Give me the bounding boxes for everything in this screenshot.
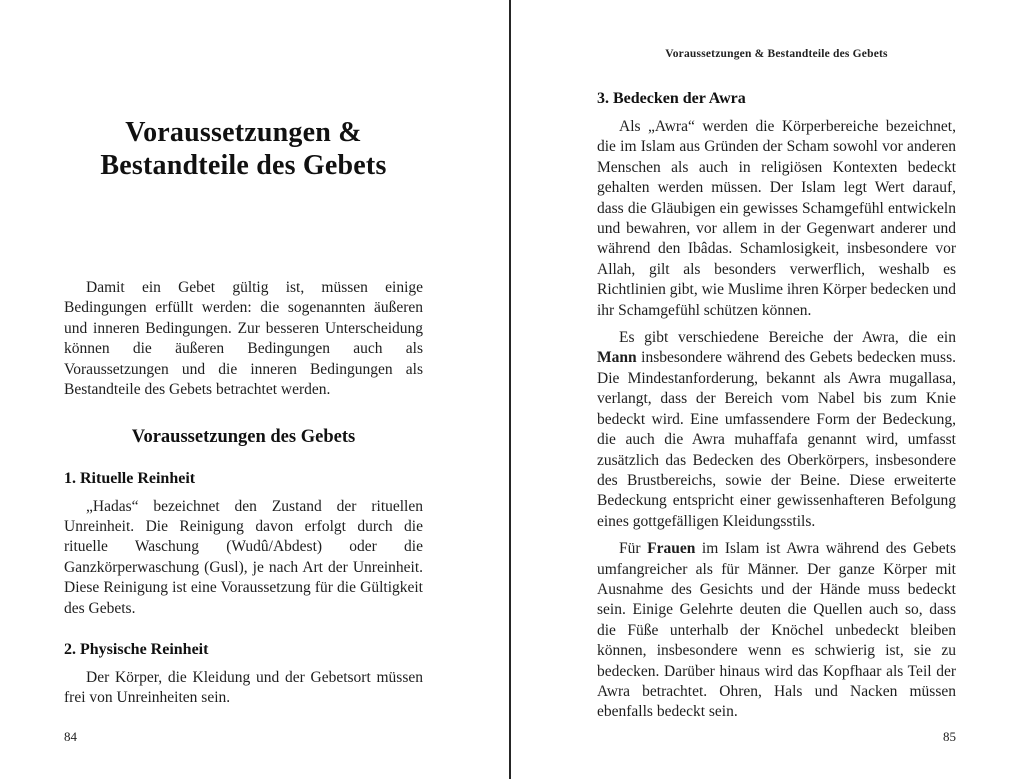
- running-header: Voraussetzungen & Bestandteile des Gebets: [665, 48, 888, 60]
- page-right: [511, 0, 1020, 779]
- bold-term: Frauen: [647, 540, 696, 558]
- chapter-title-line-1: Voraussetzungen &: [125, 117, 362, 148]
- text-segment: Für: [619, 540, 648, 558]
- text-segment: Es gibt verschiedene Bereiche der Awra, die ein: [619, 329, 956, 347]
- page-number-left: 84: [64, 729, 77, 744]
- paragraph-awra-mann: [597, 328, 956, 532]
- subheading-bedecken-der-awra: 3. Bedecken der Awra: [597, 90, 746, 107]
- paragraph-rituelle-reinheit: „Hadas“ bezeichnet den Zustand der rituellen Unreinheit. Die Reinigung davon erfolgt durch die rituelle Waschung (Wudû/Abdest) oder die Ganzkörperwaschung (Gusl), je nach Art der Unreinheit. Diese Reinigung ist eine Voraussetzung für die Gültigkeit des Gebets.: [64, 497, 423, 617]
- subheading-rituelle-reinheit: 1. Rituelle Reinheit: [64, 469, 196, 487]
- bold-term: Mann: [597, 349, 637, 367]
- paragraph-awra-frauen: [597, 539, 956, 723]
- page-number-right: 85: [943, 729, 956, 744]
- subheading-physische-reinheit: 2. Physische Reinheit: [64, 640, 209, 658]
- text-segment: im Islam ist Awra während des Gebets umfangreicher als für Männer. Der ganze Körper mit Ausnahme des Gesichts und der Hände muss bedeckt sein. Einige Gelehrte deuten die Quellen auch so, dass die Füße unterhalb der Knöchel unbedeckt bleiben können, insbesondere wenn es schwierig ist, sie zu bedecken. Darüber hinaus wird das Kopfhaar als Teil der Awra betrachtet. Ohren, Hals und Nacken müssen ebenfalls bedeckt sein.: [597, 540, 956, 721]
- paragraph-physische-reinheit: Der Körper, die Kleidung und der Gebetsort müssen frei von Unreinheiten sein.: [64, 668, 423, 707]
- page-left: [0, 0, 509, 779]
- paragraph-awra-definition: Als „Awra“ werden die Körperbereiche bezeichnet, die im Islam aus Gründen der Scham sowohl vor anderen Menschen als auch in religiösen Kontexten bedeckt gehalten werden müssen. Der Islam legt Wert darauf, dass die Gläubigen ein gewisses Schamgefühl entwickeln und bewahren, vor allem in der Gegenwart anderer und während den Ibâdas. Schamlosigkeit, insbesondere vor Allah, gilt als besonders verwerflich, weshalb es Richtlinien gibt, wie Muslime ihren Körper bedecken und ihr Schamgefühl schützen können.: [597, 118, 956, 319]
- text-segment: insbesondere während des Gebets bedecken muss. Die Mindestanforderung, bekannt als Awra mugallasa, verlangt, dass der Bereich vom Nabel bis zum Knie bedeckt wird. Eine umfassendere Form der Bedeckung, die auch die Awra muhaffafa genannt wird, umfasst zusätzlich das Bedecken des Oberkörpers, insbesondere des Brustbereichs, sowie der Beine. Diese erweiterte Bedeckung entspricht einer gewissenhafteren Befolgung eines gottgefälligen Kleidungsstils.: [597, 349, 956, 530]
- section-heading-voraussetzungen: Voraussetzungen des Gebets: [131, 426, 356, 447]
- chapter-title: [64, 116, 423, 182]
- chapter-title-line-2: Bestandteile des Gebets: [100, 150, 387, 182]
- intro-paragraph: Damit ein Gebet gültig ist, müssen einige Bedingungen erfüllt werden: die sogenannten äußeren und inneren Bedingungen. Zur besseren Unterscheidung können die äußeren Bedingungen auch als Voraussetzungen und die inneren Bedingungen als Bestandteile des Gebets betrachtet werden.: [64, 279, 423, 399]
